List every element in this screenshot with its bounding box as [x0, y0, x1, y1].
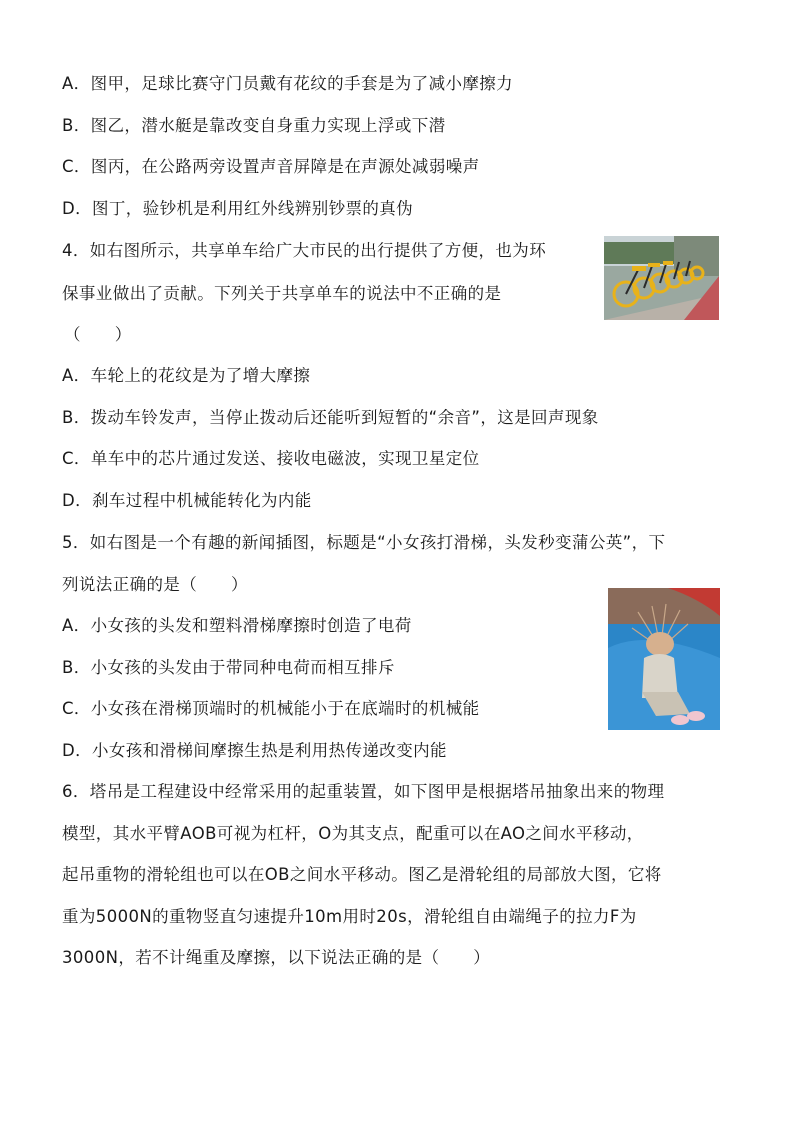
q4-option-a: A．车轮上的花纹是为了增大摩擦 [62, 366, 311, 385]
q3-option-a: A．图甲，足球比赛守门员戴有花纹的手套是为了减小摩擦力 [62, 74, 514, 93]
q6-line4: 重为5000N的重物竖直匀速提升10m用时20s，滑轮组自由端绳子的拉力F为 [62, 907, 637, 926]
q4-answer-blank: （ ） [64, 325, 132, 344]
q4-stem-line2: 保事业做出了贡献。下列关于共享单车的说法中不正确的是 [62, 284, 502, 303]
q4-option-c: C．单车中的芯片通过发送、接收电磁波，实现卫星定位 [62, 449, 480, 468]
shared-bike-photo [604, 236, 719, 320]
q6-line3: 起吊重物的滑轮组也可以在OB之间水平移动。图乙是滑轮组的局部放大图，它将 [62, 865, 662, 884]
q5-stem-line1: 5．如右图是一个有趣的新闻插图，标题是“小女孩打滑梯，头发秒变蒲公英”，下 [62, 533, 666, 552]
q4-option-d: D．刹车过程中机械能转化为内能 [62, 491, 312, 510]
q3-option-b: B．图乙，潜水艇是靠改变自身重力实现上浮或下潜 [62, 116, 446, 135]
q4-option-b: B．拨动车铃发声，当停止拨动后还能听到短暂的“余音”，这是回声现象 [62, 408, 599, 427]
q3-option-d: D．图丁，验钞机是利用红外线辨别钞票的真伪 [62, 199, 414, 218]
girl-on-slide-photo [608, 588, 720, 730]
q6-line1: 6．塔吊是工程建设中经常采用的起重装置，如下图甲是根据塔吊抽象出来的物理 [62, 782, 665, 801]
q6-line2: 模型，其水平臂AOB可视为杠杆，O为其支点，配重可以在AO之间水平移动， [62, 824, 644, 843]
q5-option-a: A．小女孩的头发和塑料滑梯摩擦时创造了电荷 [62, 616, 412, 635]
q6-line5: 3000N，若不计绳重及摩擦，以下说法正确的是（ ） [62, 948, 491, 967]
q4-stem-line1: 4．如右图所示，共享单车给广大市民的出行提供了方便，也为环 [62, 241, 547, 260]
q5-option-c: C．小女孩在滑梯顶端时的机械能小于在底端时的机械能 [62, 699, 480, 718]
q3-option-c: C．图丙，在公路两旁设置声音屏障是在声源处减弱噪声 [62, 157, 480, 176]
q5-stem-line2: 列说法正确的是（ ） [62, 575, 248, 594]
q5-option-b: B．小女孩的头发由于带同种电荷而相互排斥 [62, 658, 395, 677]
q5-option-d: D．小女孩和滑梯间摩擦生热是利用热传递改变内能 [62, 741, 447, 760]
